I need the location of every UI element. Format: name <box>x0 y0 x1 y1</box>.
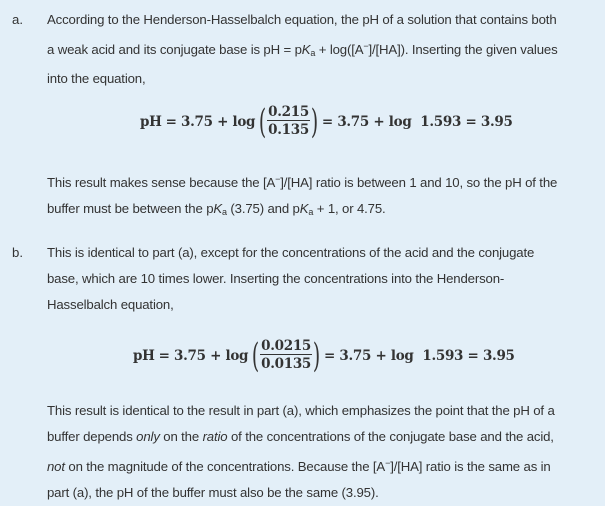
k-symbol: K <box>301 42 311 57</box>
numerator: 0.0215 <box>261 338 312 354</box>
fraction <box>260 338 312 373</box>
text: buffer depends <box>47 429 137 444</box>
k-symbol: K <box>213 201 223 216</box>
intro-line <box>47 266 595 292</box>
text: This is identical to part (a), except for the concentrations of the acid and the conjugate <box>47 245 535 260</box>
conclusion-paragraph <box>47 398 595 506</box>
text: ]/[HA] ratio is the same as in <box>390 459 551 474</box>
text: on the magnitude of the concentrations. Because the [A <box>64 459 386 474</box>
conclusion-line <box>47 450 595 480</box>
numerator: 0.215 <box>268 104 309 120</box>
part-b-intro <box>47 240 595 318</box>
text: + log([A <box>315 42 364 57</box>
text: This result is identical to the result in part (a), which emphasizes the point that the pH of a <box>47 403 555 418</box>
superscript-minus: − <box>385 458 391 468</box>
part-a-marker: a. <box>12 12 23 27</box>
emphasis-ratio: ratio <box>202 429 228 444</box>
text: + 1, or 4.75. <box>313 201 386 216</box>
intro-line <box>47 33 595 66</box>
text: ]/[HA] ratio is between 1 and 10, so the pH of the <box>280 175 558 190</box>
denominator: 0.135 <box>268 122 309 139</box>
intro-line <box>47 240 595 266</box>
intro-line <box>47 7 595 33</box>
text: a weak acid and its conjugate base is pH = p <box>47 42 302 57</box>
eq-lhs: pH <box>133 347 155 364</box>
emphasis-only: only <box>136 429 160 444</box>
eq-log-term: = 3.75 + log <box>158 347 249 364</box>
eq-log-term: = 3.75 + log <box>165 113 256 130</box>
conclusion-paragraph <box>47 166 595 225</box>
text: of the concentrations of the conjugate base and the acid, <box>227 429 554 444</box>
eq-rhs: = 3.75 + log 1.593 = 3.95 <box>324 347 515 364</box>
left-paren: ( <box>252 335 260 376</box>
emphasis-not: not <box>47 459 65 474</box>
text: base, which are 10 times lower. Inserting the concentrations into the Henderson- <box>47 271 505 286</box>
intro-line <box>47 292 595 318</box>
text: This result makes sense because the [A <box>47 175 276 190</box>
fraction <box>267 104 310 139</box>
equation-a <box>140 101 513 142</box>
denominator: 0.0135 <box>261 356 312 373</box>
conclusion-line <box>47 480 595 506</box>
part-a-intro <box>47 7 595 92</box>
conclusion-line <box>47 398 595 424</box>
eq-rhs: = 3.75 + log 1.593 = 3.95 <box>321 113 513 130</box>
left-paren: ( <box>259 101 267 142</box>
superscript-minus: − <box>363 41 369 51</box>
intro-line <box>47 66 595 92</box>
equation-b <box>133 335 515 376</box>
text: into the equation, <box>47 71 146 86</box>
subscript-a: a <box>310 48 316 58</box>
superscript-minus: − <box>275 174 281 184</box>
conclusion-line <box>47 166 595 196</box>
text: buffer must be between the p <box>47 201 214 216</box>
k-symbol: K <box>299 201 309 216</box>
right-paren: ) <box>312 335 321 376</box>
conclusion-line <box>47 196 595 225</box>
text: Hasselbalch equation, <box>47 297 174 312</box>
right-paren: ) <box>310 101 318 142</box>
text: (3.75) and p <box>226 201 300 216</box>
text: part (a), the pH of the buffer must also be the same (3.95). <box>47 485 379 500</box>
text: on the <box>159 429 203 444</box>
text: According to the Henderson-Hasselbalch equation, the pH of a solution that contains both <box>47 12 557 27</box>
part-b-marker: b. <box>12 245 23 260</box>
eq-lhs: pH <box>140 113 162 130</box>
subscript-a: a <box>222 207 227 217</box>
subscript-a: a <box>308 207 314 217</box>
text: ]/[HA]). Inserting the given values <box>368 42 558 57</box>
conclusion-line <box>47 424 595 450</box>
